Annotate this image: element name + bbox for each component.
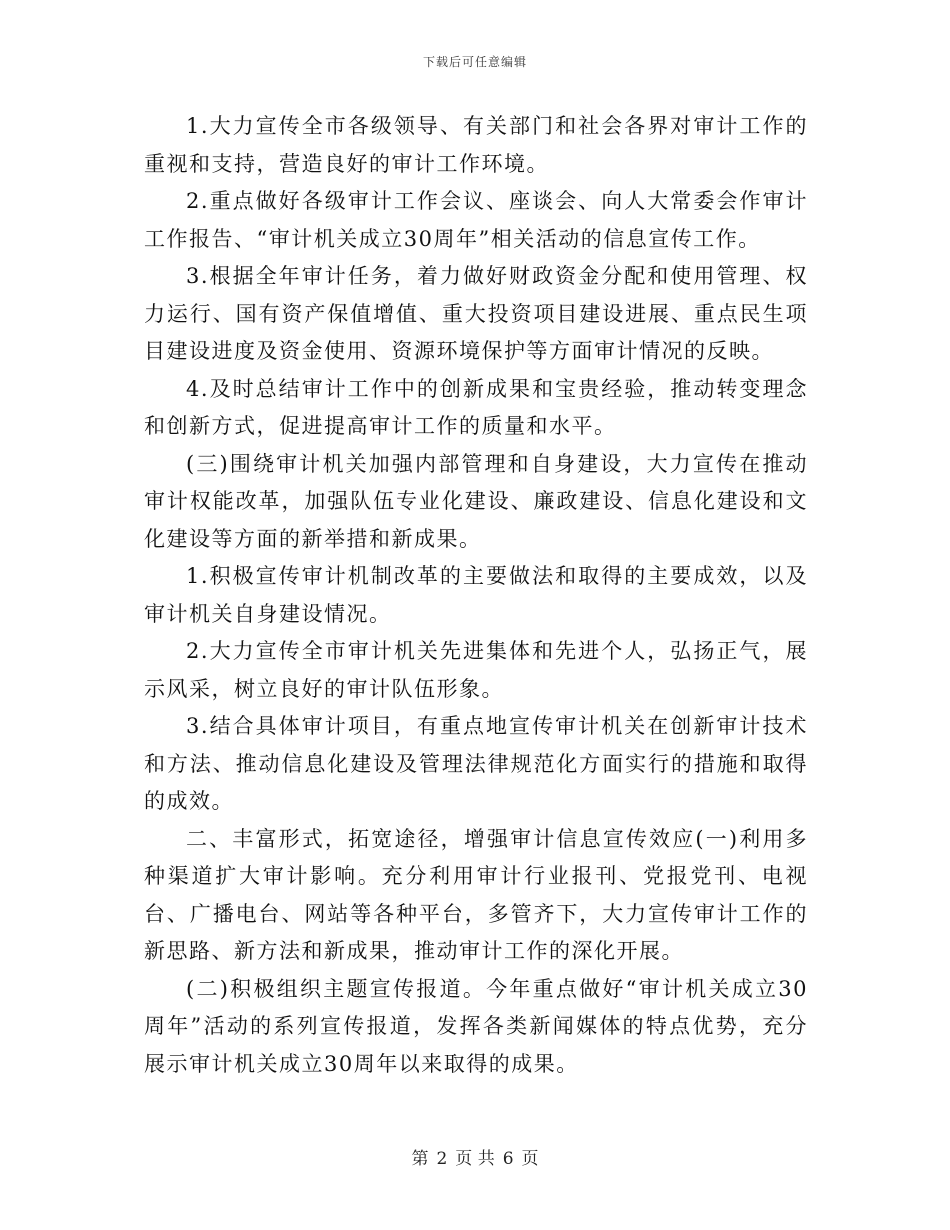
paragraph-1: 1.大力宣传全市各级领导、有关部门和社会各界对审计工作的重视和支持，营造良好的审计工作环境。	[144, 114, 808, 176]
paragraph-8: 3.结合具体审计项目，有重点地宣传审计机关在创新审计技术和方法、推动信息化建设及管理法律规范化方面实行的措施和取得的成效。	[144, 714, 808, 813]
footer-current-page: 2	[436, 1149, 448, 1169]
paragraph-3: 3.根据全年审计任务，着力做好财政资金分配和使用管理、权力运行、国有资产保值增值、重大投资项目建设进展、重点民生项目建设进度及资金使用、资源环境保护等方面审计情况的反映。	[144, 264, 808, 363]
paragraph-4: 4.及时总结审计工作中的创新成果和宝贵经验，推动转变理念和创新方式，促进提高审计工作的质量和水平。	[144, 376, 808, 438]
page-footer	[0, 1144, 950, 1169]
paragraph-10: (二)积极组织主题宣传报道。今年重点做好“审计机关成立30周年”活动的系列宣传报道，发挥各类新闻媒体的特点优势，充分展示审计机关成立30周年以来取得的成果。	[144, 976, 808, 1076]
paragraph-5: (三)围绕审计机关加强内部管理和自身建设，大力宣传在推动审计权能改革，加强队伍专业化建设、廉政建设、信息化建设和文化建设等方面的新举措和新成果。	[144, 451, 808, 551]
paragraph-6: 1.积极宣传审计机制改革的主要做法和取得的主要成效，以及审计机关自身建设情况。	[144, 564, 808, 626]
paragraph-2: 2.重点做好各级审计工作会议、座谈会、向人大常委会作审计工作报告、“审计机关成立30周年”相关活动的信息宣传工作。	[144, 189, 808, 251]
footer-middle: 页 共	[455, 1149, 495, 1169]
document-body	[144, 108, 808, 1083]
footer-total-pages: 6	[502, 1149, 514, 1169]
header-note: 下载后可任意编辑	[422, 55, 527, 69]
paragraph-9: 二、丰富形式，拓宽途径，增强审计信息宣传效应(一)利用多种渠道扩大审计影响。充分利用审计行业报刊、党报党刊、电视台、广播电台、网站等各种平台，多管齐下，大力宣传审计工作的新思路、新方法和新成果，推动审计工作的深化开展。	[144, 826, 808, 963]
footer-prefix: 第	[411, 1149, 429, 1169]
paragraph-7: 2.大力宣传全市审计机关先进集体和先进个人，弘扬正气，展示风采，树立良好的审计队伍形象。	[144, 639, 808, 701]
footer-suffix: 页	[521, 1149, 539, 1169]
